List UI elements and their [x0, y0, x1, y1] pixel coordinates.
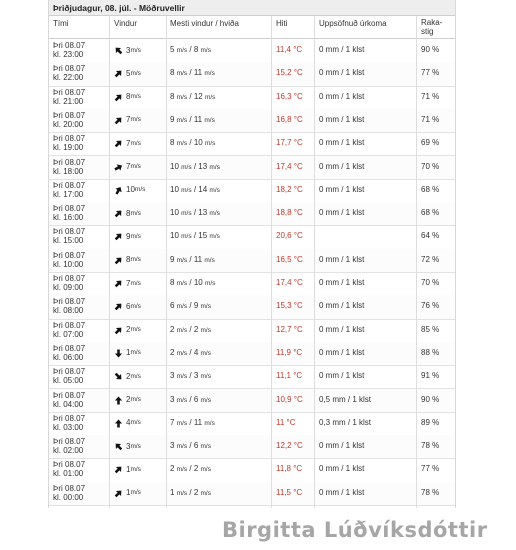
unit-label: m/s — [130, 349, 141, 357]
wind-speed: 3 — [126, 45, 131, 55]
cell-temperature: 17,7 °C — [276, 138, 303, 148]
wind-direction-arrow-icon — [114, 186, 123, 195]
cell-time: kl. 20:00 — [53, 119, 84, 129]
table-title: Þriðjudagur, 08. júl. - Möðruvellir — [49, 0, 455, 16]
divider — [271, 16, 272, 508]
cell-gust: 8 m/s / 11 m/s — [170, 68, 215, 78]
cell-precipitation: 0 mm / 1 klst — [319, 208, 365, 218]
wind-direction-arrow-icon — [114, 326, 123, 335]
cell-gust: 10 m/s / 15 m/s — [170, 231, 220, 241]
cell-temperature: 12,2 °C — [276, 441, 303, 451]
cell-temperature: 12,7 °C — [276, 324, 303, 334]
divider — [416, 16, 417, 508]
wind-direction-arrow-icon — [114, 489, 123, 498]
cell-gust: 3 m/s / 6 m/s — [170, 394, 211, 404]
cell-temperature: 16,3 °C — [276, 91, 303, 101]
cell-date: Þri 08.07 — [53, 413, 86, 423]
cell-time: kl. 10:00 — [53, 259, 84, 269]
cell-precipitation: 0 mm / 1 klst — [319, 324, 365, 334]
cell-wind — [114, 342, 141, 365]
cell-time: kl. 15:00 — [53, 236, 84, 246]
wind-direction-arrow-icon — [114, 396, 123, 405]
unit-label: m/s — [130, 442, 141, 450]
wind-speed: 7 — [126, 138, 131, 148]
wind-speed: 7 — [126, 162, 131, 171]
cell-date: Þri 08.07 — [53, 157, 86, 167]
cell-date: Þri 08.07 — [53, 343, 86, 353]
cell-gust: 10 m/s / 13 m/s — [170, 208, 220, 218]
cell-gust: 8 m/s / 12 m/s — [170, 91, 216, 101]
cell-humidity: 91 % — [421, 371, 440, 381]
cell-date: Þri 08.07 — [53, 483, 86, 493]
watermark-signature: Birgitta Lúðvíksdóttir — [222, 518, 488, 542]
wind-speed: 4 — [126, 418, 131, 428]
unit-label: m/s — [130, 46, 141, 54]
cell-gust: 5 m/s / 8 m/s — [170, 45, 211, 54]
cell-precipitation: 0 mm / 1 klst — [319, 45, 365, 54]
unit-label: m/s — [130, 372, 141, 380]
cell-time: kl. 16:00 — [53, 213, 84, 223]
unit-label: m/s — [130, 419, 141, 427]
cell-date: Þri 08.07 — [53, 41, 86, 50]
cell-humidity: 69 % — [421, 138, 440, 148]
cell-precipitation: 0 mm / 1 klst — [319, 114, 365, 124]
unit-label: m/s — [130, 232, 141, 240]
wind-direction-arrow-icon — [114, 46, 123, 55]
cell-gust: 6 m/s / 9 m/s — [170, 301, 211, 311]
cell-precipitation: 0,3 mm / 1 klst — [319, 417, 372, 427]
cell-precipitation: 0 mm / 1 klst — [319, 487, 365, 497]
cell-time: kl. 23:00 — [53, 50, 84, 59]
cell-date: Þri 08.07 — [53, 250, 86, 260]
cell-humidity: 64 % — [421, 231, 440, 241]
cell-precipitation: 0 mm / 1 klst — [319, 254, 365, 264]
wind-direction-arrow-icon — [114, 116, 123, 125]
header-temp: Hiti — [276, 19, 288, 28]
wind-direction-arrow-icon — [114, 372, 123, 381]
wind-speed: 2 — [126, 371, 131, 381]
wind-direction-arrow-icon — [114, 465, 123, 474]
cell-temperature: 11,8 °C — [276, 464, 303, 474]
cell-humidity: 68 % — [421, 208, 440, 218]
cell-precipitation: 0 mm / 1 klst — [319, 464, 365, 474]
cell-time: kl. 07:00 — [53, 329, 84, 339]
cell-wind — [114, 482, 141, 505]
wind-speed: 8 — [126, 208, 131, 218]
cell-temperature: 10,9 °C — [276, 394, 303, 404]
cell-precipitation: 0 mm / 1 klst — [319, 161, 365, 171]
unit-label: m/s — [130, 279, 141, 287]
cell-time: kl. 09:00 — [53, 283, 84, 292]
wind-direction-arrow-icon — [114, 442, 123, 451]
cell-humidity: 77 % — [421, 464, 440, 474]
header-gust: Mesti vindur / hviða — [170, 19, 239, 28]
cell-wind — [114, 458, 141, 481]
cell-temperature: 11,1 °C — [276, 371, 303, 381]
unit-label: m/s — [130, 93, 141, 101]
cell-wind — [114, 412, 141, 435]
wind-speed: 2 — [126, 395, 131, 404]
cell-time: kl. 18:00 — [53, 166, 84, 176]
cell-wind — [114, 365, 141, 388]
cell-time: kl. 00:00 — [53, 492, 84, 502]
cell-temperature: 11 °C — [276, 417, 296, 427]
unit-label: m/s — [130, 302, 141, 310]
cell-precipitation: 0 mm / 1 klst — [319, 68, 365, 78]
cell-date: Þri 08.07 — [53, 437, 86, 447]
header-humidity: Raka- stig — [421, 18, 443, 36]
cell-time: kl. 04:00 — [53, 399, 84, 409]
header-time: Tími — [53, 19, 69, 28]
cell-temperature: 11,9 °C — [276, 347, 303, 357]
cell-precipitation: 0,5 mm / 1 klst — [319, 394, 372, 404]
unit-label: m/s — [130, 465, 141, 473]
unit-label: m/s — [130, 489, 141, 497]
cell-time: kl. 22:00 — [53, 73, 84, 83]
cell-date: Þri 08.07 — [53, 87, 86, 97]
cell-temperature: 20,6 °C — [276, 231, 303, 241]
cell-time: kl. 03:00 — [53, 422, 84, 432]
cell-wind — [114, 39, 141, 62]
wind-speed: 10 — [126, 185, 135, 195]
cell-gust: 2 m/s / 2 m/s — [170, 464, 211, 474]
unit-label: m/s — [134, 186, 146, 194]
wind-direction-arrow-icon — [114, 163, 123, 172]
cell-date: Þri 08.07 — [53, 134, 86, 144]
cell-date: Þri 08.07 — [53, 460, 86, 470]
cell-precipitation: 0 mm / 1 klst — [319, 347, 365, 357]
cell-wind — [114, 435, 141, 458]
cell-date: Þri 08.07 — [53, 204, 86, 214]
wind-speed: 7 — [126, 278, 131, 288]
cell-humidity: 68 % — [421, 184, 440, 194]
wind-direction-arrow-icon — [114, 209, 123, 218]
wind-speed: 8 — [126, 92, 131, 102]
cell-gust: 10 m/s / 14 m/s — [170, 184, 220, 194]
cell-wind — [114, 179, 145, 202]
cell-time: kl. 08:00 — [53, 306, 84, 316]
wind-direction-arrow-icon — [114, 302, 123, 311]
wind-direction-arrow-icon — [114, 349, 123, 358]
wind-speed: 6 — [126, 301, 131, 311]
cell-wind — [114, 86, 141, 109]
cell-wind — [114, 225, 141, 248]
cell-gust: 2 m/s / 4 m/s — [170, 347, 211, 357]
wind-direction-arrow-icon — [114, 279, 123, 288]
cell-temperature: 16,5 °C — [276, 254, 303, 264]
cell-time: kl. 06:00 — [53, 352, 84, 362]
cell-wind — [114, 156, 141, 179]
cell-gust: 10 m/s / 13 m/s — [170, 161, 220, 171]
cell-time: kl. 21:00 — [53, 96, 84, 106]
cell-humidity: 70 % — [421, 278, 440, 287]
cell-time: kl. 05:00 — [53, 376, 84, 386]
cell-temperature: 15,2 °C — [276, 68, 303, 78]
cell-humidity: 76 % — [421, 301, 440, 311]
cell-temperature: 18,2 °C — [276, 184, 303, 194]
cell-wind — [114, 62, 141, 85]
cell-gust: 8 m/s / 10 m/s — [170, 278, 216, 287]
header-wind: Vindur — [114, 19, 137, 28]
unit-label: m/s — [130, 209, 141, 217]
cell-date: Þri 08.07 — [53, 390, 86, 400]
cell-humidity: 89 % — [421, 417, 440, 427]
cell-temperature: 11,5 °C — [276, 487, 303, 497]
cell-humidity: 71 % — [421, 91, 440, 101]
cell-humidity: 90 % — [421, 394, 440, 404]
cell-time: kl. 01:00 — [53, 469, 84, 479]
cell-gust: 9 m/s / 11 m/s — [170, 114, 215, 124]
cell-date: Þri 08.07 — [53, 64, 86, 74]
wind-speed: 8 — [126, 255, 131, 265]
cell-wind — [114, 295, 141, 318]
wind-direction-arrow-icon — [114, 93, 123, 102]
wind-speed: 1 — [126, 348, 131, 358]
cell-precipitation: 0 mm / 1 klst — [319, 301, 365, 311]
cell-precipitation: 0 mm / 1 klst — [319, 441, 365, 451]
wind-speed: 5 — [126, 68, 131, 78]
cell-temperature: 18,8 °C — [276, 208, 303, 218]
cell-wind — [114, 202, 141, 225]
cell-date: Þri 08.07 — [53, 320, 86, 330]
unit-label: m/s — [130, 69, 141, 77]
cell-date: Þri 08.07 — [53, 180, 86, 190]
header-precip: Uppsöfnuð úrkoma — [319, 19, 387, 28]
cell-humidity: 85 % — [421, 324, 440, 334]
cell-precipitation: 0 mm / 1 klst — [319, 138, 365, 148]
cell-gust: 3 m/s / 6 m/s — [170, 441, 211, 451]
cell-date: Þri 08.07 — [53, 297, 86, 307]
cell-date: Þri 08.07 — [53, 274, 86, 283]
unit-label: m/s — [130, 396, 141, 403]
cell-humidity: 72 % — [421, 254, 440, 264]
cell-time: kl. 02:00 — [53, 446, 84, 456]
cell-time: kl. 19:00 — [53, 143, 84, 153]
cell-temperature: 15,3 °C — [276, 301, 303, 311]
unit-label: m/s — [130, 139, 141, 147]
wind-speed: 1 — [126, 464, 131, 474]
cell-temperature: 16,8 °C — [276, 114, 303, 124]
unit-label: m/s — [130, 116, 141, 124]
cell-gust: 3 m/s / 3 m/s — [170, 371, 211, 381]
cell-gust: 9 m/s / 11 m/s — [170, 254, 215, 264]
cell-humidity: 71 % — [421, 114, 440, 124]
wind-speed: 1 — [126, 488, 131, 498]
cell-date: Þri 08.07 — [53, 367, 86, 377]
cell-date: Þri 08.07 — [53, 110, 86, 120]
cell-humidity: 90 % — [421, 45, 440, 54]
cell-humidity: 88 % — [421, 347, 440, 357]
cell-gust: 2 m/s / 2 m/s — [170, 324, 211, 334]
wind-direction-arrow-icon — [114, 419, 123, 428]
cell-wind — [114, 389, 141, 412]
divider — [109, 16, 110, 508]
unit-label: m/s — [130, 256, 141, 264]
cell-gust: 7 m/s / 11 m/s — [170, 417, 215, 427]
cell-time: kl. 17:00 — [53, 189, 84, 199]
cell-gust: 1 m/s / 2 m/s — [170, 487, 211, 497]
cell-gust: 8 m/s / 10 m/s — [170, 138, 216, 148]
wind-direction-arrow-icon — [114, 69, 123, 78]
cell-wind — [114, 319, 141, 342]
weather-table — [48, 0, 456, 508]
cell-precipitation: 0 mm / 1 klst — [319, 371, 365, 381]
cell-date: Þri 08.07 — [53, 227, 86, 237]
wind-speed: 3 — [126, 441, 131, 451]
wind-direction-arrow-icon — [114, 232, 123, 241]
cell-humidity: 70 % — [421, 161, 440, 171]
wind-direction-arrow-icon — [114, 139, 123, 148]
divider — [166, 16, 167, 508]
cell-humidity: 77 % — [421, 68, 440, 78]
cell-temperature: 11,4 °C — [276, 45, 303, 54]
unit-label: m/s — [130, 163, 141, 170]
cell-humidity: 78 % — [421, 441, 440, 451]
cell-wind — [114, 132, 141, 155]
cell-wind — [114, 272, 141, 295]
cell-precipitation: 0 mm / 1 klst — [319, 184, 365, 194]
cell-wind — [114, 109, 141, 132]
wind-speed: 7 — [126, 115, 131, 125]
wind-speed: 9 — [126, 231, 131, 241]
wind-direction-arrow-icon — [114, 256, 123, 265]
cell-temperature: 17,4 °C — [276, 161, 303, 171]
wind-speed: 2 — [126, 325, 131, 335]
cell-precipitation: 0 mm / 1 klst — [319, 91, 365, 101]
cell-precipitation: 0 mm / 1 klst — [319, 278, 365, 287]
divider — [314, 16, 315, 508]
cell-wind — [114, 249, 141, 272]
cell-temperature: 17,4 °C — [276, 278, 303, 287]
unit-label: m/s — [130, 326, 141, 334]
cell-humidity: 78 % — [421, 487, 440, 497]
